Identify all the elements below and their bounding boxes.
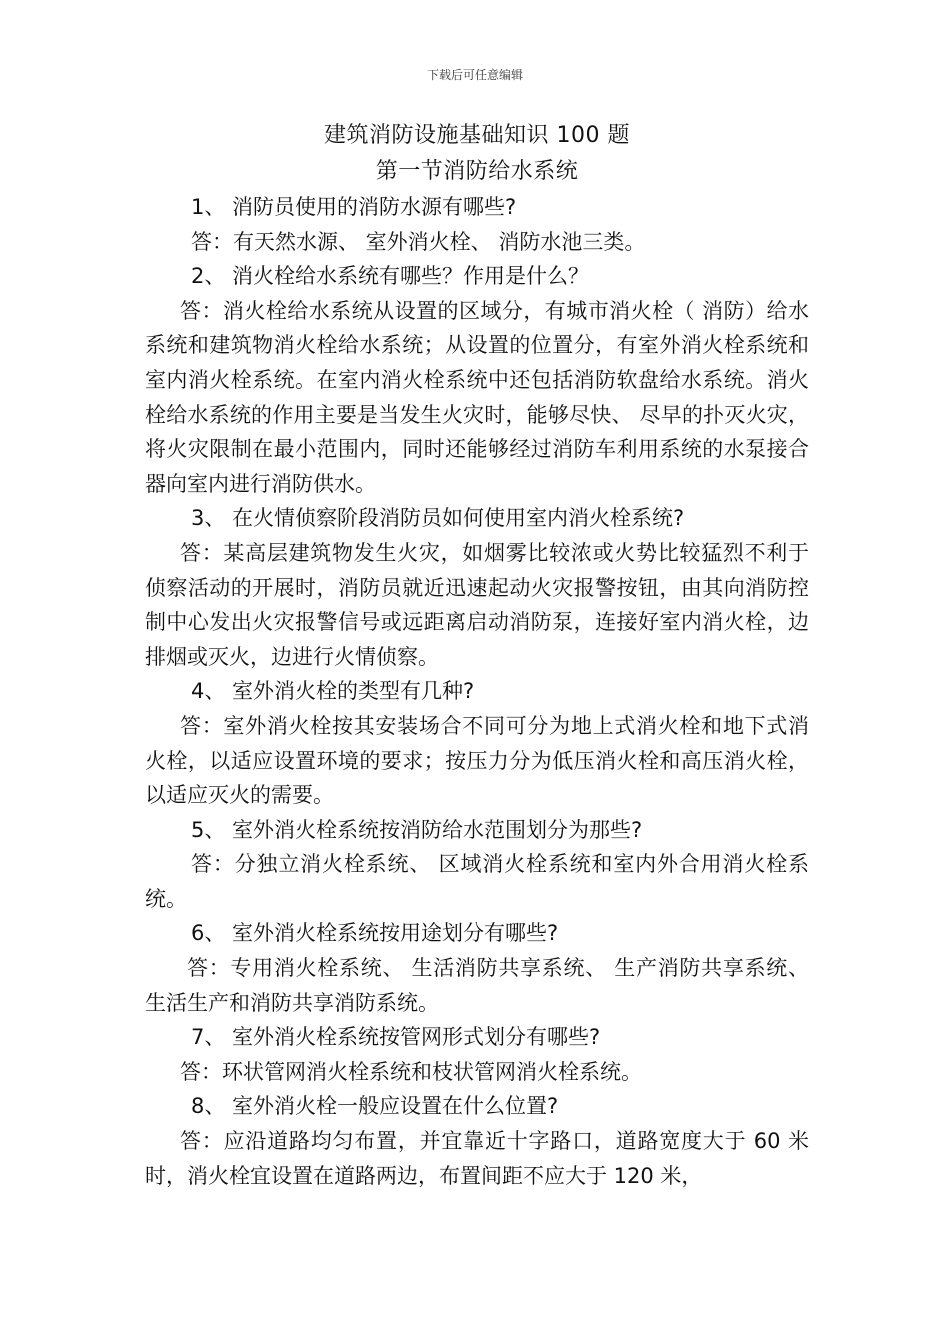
answer-1: 答：有天然水源、 室外消火栓、 消防水池三类。 <box>191 229 646 254</box>
answer-3: 答：某高层建筑物发生火灾，如烟雾比较浓或火势比较猛烈不利于侦察活动的开展时，消防员就近迅速起动火灾报警按钮，由其向消防控制中心发出火灾报警信号或远距离启动消防泵，连接好室内消火栓，边排烟或灭火，边进行火情侦察。 <box>145 540 809 669</box>
answer-5: 答：分独立消火栓系统、 区域消火栓系统和室内外合用消火栓系统。 <box>145 852 809 911</box>
page-header: 下载后可任意编辑 <box>426 68 523 82</box>
question-2: 2、 消火栓给水系统有哪些？作用是什么？ <box>191 264 590 289</box>
question-7: 7、 室外消火栓系统按管网形式划分有哪些? <box>191 1025 601 1050</box>
question-6: 6、 室外消火栓系统按用途划分有哪些? <box>191 921 559 946</box>
section-title: 第一节消防给水系统 <box>375 159 579 184</box>
answer-8: 答：应沿道路均匀布置，并宜靠近十字路口，道路宽度大于 60 米时，消火栓宜设置在道路两边，布置间距不应大于 120 米， <box>145 1129 809 1188</box>
document-body <box>145 118 809 1193</box>
document-title: 建筑消防设施基础知识 100 题 <box>324 123 630 148</box>
question-4: 4、 室外消火栓的类型有几种? <box>191 679 475 704</box>
answer-2: 答：消火栓给水系统从设置的区域分，有城市消火栓（ 消防）给水系统和建筑物消火栓给水系统；从设置的位置分，有室外消火栓系统和室内消火栓系统。在室内消火栓系统中还包括消防软盘给水系统。消火栓给水系统的作用主要是当发生火灾时，能够尽快、 尽早的扑灭火灾，将火灾限制在最小范围内，同时还能够经过消防车利用系统的水泵接合器向室内进行消防供水。 <box>145 298 809 496</box>
question-3: 3、 在火情侦察阶段消防员如何使用室内消火栓系统? <box>191 506 685 531</box>
answer-7: 答：环状管网消火栓系统和枝状管网消火栓系统。 <box>180 1059 642 1084</box>
answer-6: 答：专用消火栓系统、 生活消防共享系统、 生产消防共享系统、 生活生产和消防共享消防系统。 <box>145 956 809 1015</box>
question-1: 1、 消防员使用的消防水源有哪些? <box>191 195 517 219</box>
answer-4: 答：室外消火栓按其安装场合不同可分为地上式消火栓和地下式消火栓，以适应设置环境的要求；按压力分为低压消火栓和高压消火栓，以适应灭火的需要。 <box>145 713 809 808</box>
question-5: 5、 室外消火栓系统按消防给水范围划分为那些? <box>191 817 643 842</box>
question-8: 8、 室外消火栓一般应设置在什么位置? <box>191 1094 559 1119</box>
